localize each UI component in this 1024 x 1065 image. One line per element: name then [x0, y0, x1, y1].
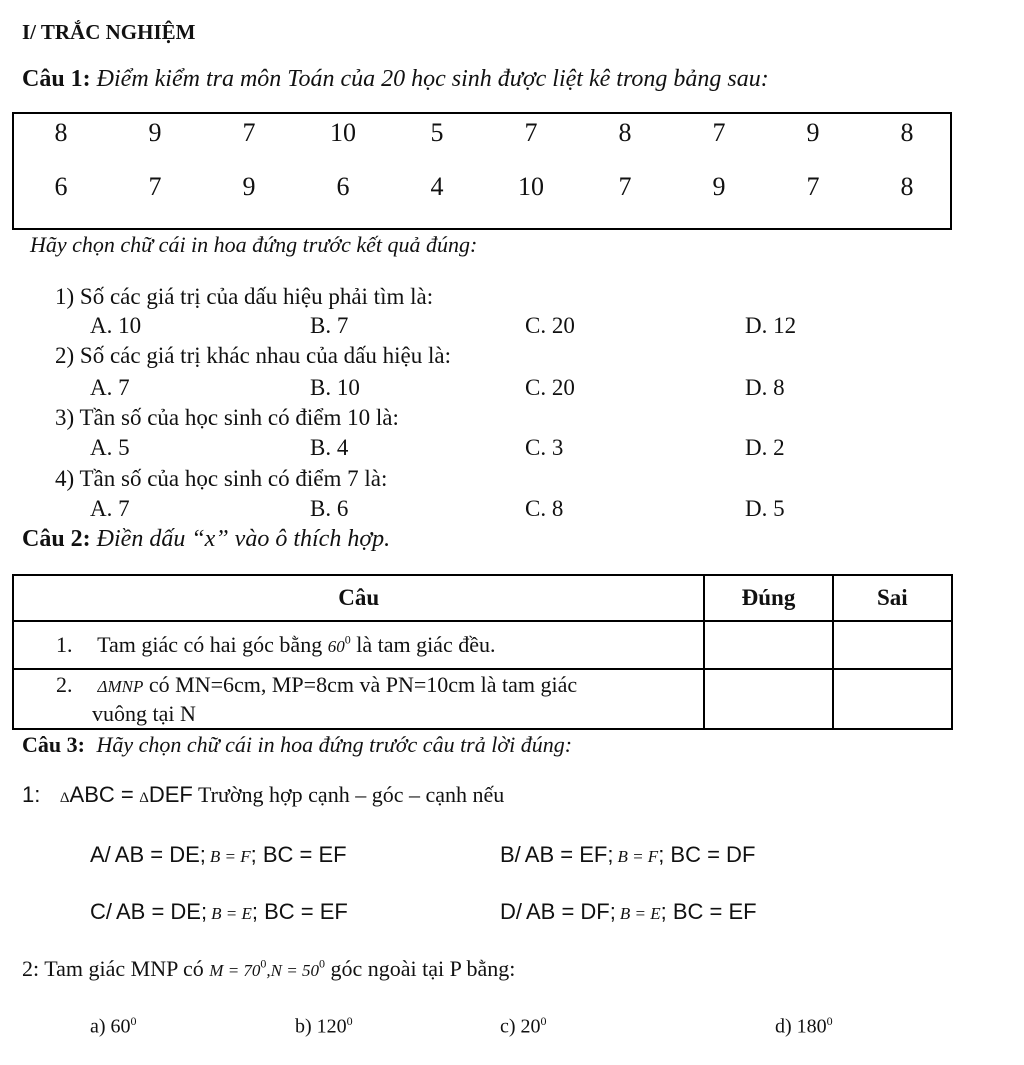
q1-item-1-option-c[interactable]: C. 20	[525, 313, 575, 338]
q1-item-3-option-a[interactable]: A. 5	[90, 435, 130, 460]
q1-item-1-option-b[interactable]: B. 7	[310, 313, 349, 338]
tf-row-1-post: là tam giác đều.	[356, 632, 496, 657]
option-letter: B/	[500, 842, 521, 867]
q3-item-1-option-b[interactable]	[500, 842, 755, 868]
q3-text: Hãy chọn chữ cái in hoa đứng trước câu trả lời đúng:	[96, 732, 573, 757]
tf-row-2-number: 2.	[56, 672, 73, 697]
option-side: AB = EF;	[524, 842, 614, 867]
q1-item-3-option-b[interactable]: B. 4	[310, 435, 349, 460]
tf-row-1-number: 1.	[56, 632, 73, 657]
section-title: I/ TRẮC NGHIỆM	[22, 20, 196, 44]
option-side: ; BC = DF	[658, 842, 756, 867]
option-letter: a)	[90, 1015, 106, 1038]
tf-row-2-true-cell[interactable]	[704, 669, 832, 729]
tf-row-2-line1: có MN=6cm, MP=8cm và PN=10cm là tam giác	[148, 672, 578, 697]
tf-row-1-true-cell[interactable]	[704, 621, 832, 669]
q3-item-1-number: 1:	[22, 782, 41, 807]
option-letter: A/	[90, 842, 111, 867]
tf-row-2-line2: vuông tại N	[92, 701, 196, 726]
triangle-icon: Δ	[139, 790, 149, 806]
q1-item-4-option-b[interactable]: B. 6	[310, 496, 349, 521]
q1-item-4-option-a[interactable]: A. 7	[90, 496, 130, 521]
q3-abc: ABC =	[69, 782, 134, 807]
q3-item-2-post: góc ngoài tại P bằng:	[330, 956, 516, 981]
option-side: AB = DF;	[526, 899, 616, 924]
true-false-table	[12, 574, 953, 730]
q3-item-2-option-a[interactable]	[90, 1014, 137, 1039]
option-letter: C/	[90, 899, 112, 924]
option-angle: B = F	[617, 847, 659, 866]
q3-item-1	[22, 782, 504, 808]
option-side: ; BC = EF	[660, 899, 757, 924]
q1-item-3-option-c[interactable]: C. 3	[525, 435, 564, 460]
tf-row-1-degree: 0	[344, 632, 351, 647]
q2-heading	[22, 526, 390, 553]
tf-row-2-statement	[13, 669, 704, 729]
option-side: AB = DE;	[116, 899, 208, 924]
score-cell: 8	[900, 172, 914, 201]
q1-item-4-option-d[interactable]: D. 5	[745, 496, 785, 521]
q3-item-2-option-b[interactable]	[295, 1014, 353, 1039]
score-cell: 7	[524, 118, 538, 147]
option-side: ; BC = EF	[250, 842, 347, 867]
q1-item-3-option-d[interactable]: D. 2	[745, 435, 785, 460]
q1-item-2-option-c[interactable]: C. 20	[525, 375, 575, 400]
option-angle: B = E	[619, 904, 661, 923]
header-cau: Câu	[13, 575, 704, 621]
score-table	[12, 112, 952, 230]
option-value: 60	[110, 1015, 131, 1038]
q1-instruction: Hãy chọn chữ cái in hoa đứng trước kết quả đúng:	[30, 232, 478, 257]
q3-item-1-option-c[interactable]	[90, 899, 348, 925]
q1-label: Câu 1:	[22, 66, 91, 92]
q1-heading	[22, 66, 769, 93]
degree: 0	[318, 956, 325, 971]
q1-item-2-option-b[interactable]: B. 10	[310, 375, 360, 400]
q3-item-2-option-d[interactable]	[775, 1014, 833, 1039]
degree: 0	[130, 1014, 137, 1028]
score-cell: 5	[430, 118, 444, 147]
q1-text: Điểm kiểm tra môn Toán của 20 học sinh được liệt kê trong bảng sau:	[96, 66, 769, 92]
option-angle: B = F	[209, 847, 251, 866]
header-dung: Đúng	[704, 575, 832, 621]
degree: 0	[260, 956, 267, 971]
triangle-icon: Δ	[59, 790, 70, 806]
score-cell: 10	[330, 118, 356, 147]
score-cell: 7	[618, 172, 632, 201]
score-cell: 8	[900, 118, 914, 147]
q3-item-2-pre: 2: Tam giác MNP có	[22, 956, 204, 981]
q2-label: Câu 2:	[22, 526, 91, 552]
score-cell: 7	[712, 118, 726, 147]
angle-n: N = 50	[270, 961, 319, 980]
q3-item-1-option-a[interactable]	[90, 842, 347, 868]
option-letter: d)	[775, 1015, 792, 1038]
score-cell: 9	[242, 172, 256, 201]
score-cell: 9	[712, 172, 726, 201]
q1-item-1-option-a[interactable]: A. 10	[90, 313, 142, 338]
q3-def: DEF	[148, 782, 193, 807]
q2-text: Điền dấu “x” vào ô thích hợp.	[96, 526, 391, 552]
q1-item-2-question: 2) Số các giá trị khác nhau của dấu hiệu là:	[55, 343, 451, 368]
tf-row-1-false-cell[interactable]	[833, 621, 952, 669]
score-cell: 8	[618, 118, 632, 147]
option-value: 120	[316, 1015, 347, 1038]
q1-item-2-option-a[interactable]: A. 7	[90, 375, 130, 400]
score-cell: 9	[148, 118, 162, 147]
score-cell: 6	[336, 172, 350, 201]
option-side: AB = DE;	[114, 842, 206, 867]
option-letter: D/	[500, 899, 522, 924]
score-cell: 4	[430, 172, 444, 201]
score-cell: 9	[806, 118, 820, 147]
score-cell: 7	[242, 118, 256, 147]
q1-item-3-question: 3) Tần số của học sinh có điểm 10 là:	[55, 405, 399, 430]
degree: 0	[346, 1014, 353, 1028]
tf-row-1-pre: Tam giác có hai góc bằng	[97, 632, 323, 657]
score-cell: 8	[54, 118, 68, 147]
score-cell: 7	[148, 172, 162, 201]
tf-row-1-angle: 60	[327, 637, 345, 656]
option-angle: B = E	[211, 904, 252, 923]
q1-item-1-question: 1) Số các giá trị của dấu hiệu phải tìm là:	[55, 284, 434, 309]
score-cell: 6	[54, 172, 68, 201]
q3-heading	[22, 732, 572, 758]
option-side: ; BC = EF	[251, 899, 348, 924]
option-letter: b)	[295, 1015, 312, 1038]
q3-item-2-option-c[interactable]	[500, 1014, 547, 1039]
q3-label: Câu 3:	[22, 732, 85, 757]
q3-item-1-option-d[interactable]	[500, 899, 757, 925]
q3-item-1-tail: Trường hợp cạnh – góc – cạnh nếu	[197, 782, 505, 807]
comma: ,	[266, 961, 271, 980]
q1-item-4-option-c[interactable]: C. 8	[525, 496, 564, 521]
tf-row-2-triangle: ΔMNP	[97, 677, 144, 696]
angle-m: M = 70	[209, 961, 261, 980]
option-value: 180	[796, 1015, 827, 1038]
tf-row-1-statement	[13, 621, 704, 669]
option-value: 20	[520, 1015, 541, 1038]
score-cell: 7	[806, 172, 820, 201]
degree: 0	[540, 1014, 547, 1028]
tf-row-2-false-cell[interactable]	[833, 669, 952, 729]
option-letter: c)	[500, 1015, 516, 1038]
q1-item-4-question: 4) Tần số của học sinh có điểm 7 là:	[55, 466, 388, 491]
q1-item-1-option-d[interactable]: D. 12	[745, 313, 797, 338]
score-cell: 10	[518, 172, 544, 201]
header-sai: Sai	[833, 575, 952, 621]
q3-item-2	[22, 956, 515, 982]
q1-item-2-option-d[interactable]: D. 8	[745, 375, 785, 400]
degree: 0	[826, 1014, 833, 1028]
